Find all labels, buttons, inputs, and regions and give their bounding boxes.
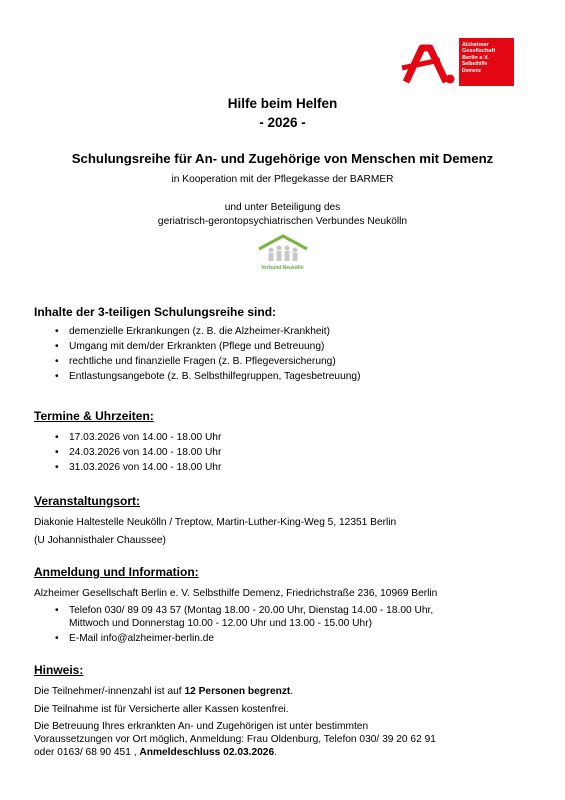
- list-item: • demenzielle Erkrankungen (z. B. die Alzheimer-Krankheit): [55, 324, 525, 339]
- registration-deadline: Anmeldeschluss 02.03.2026: [139, 747, 275, 758]
- care-line-3-prefix: oder 0163/ 68 90 451 ,: [34, 747, 140, 758]
- venue-heading: Veranstaltungsort:: [34, 494, 141, 508]
- list-item: • 31.03.2026 von 14.00 - 18.00 Uhr: [55, 460, 525, 475]
- network-logo-label: Verbund Neukölln: [261, 265, 304, 271]
- venue-address: Diakonie Haltestelle Neukölln / Treptow, Martin-Luther-King-Weg 5, 12351 Berlin: [34, 517, 397, 528]
- participation-line-1: und unter Beteiligung des: [224, 202, 341, 213]
- phone-line-1: Telefon 030/ 89 09 43 57 (Montag 18.00 - 20.00 Uhr, Dienstag 14.00 - 18.00 Uhr,: [69, 605, 434, 616]
- registration-list: [55, 604, 525, 645]
- logo-line: Berlin e.V.: [462, 54, 489, 61]
- notice-heading: Hinweis:: [34, 663, 84, 677]
- registration-org: Alzheimer Gesellschaft Berlin e. V. Selbsthilfe Demenz, Friedrichstraße 236, 10969 Berlin: [34, 588, 438, 599]
- care-line-2: Voraussetzungen vor Ort möglich, Anmeldung: Frau Oldenburg, Telefon 030/ 39 20 62 91: [34, 734, 436, 745]
- page-year: - 2026 -: [259, 115, 306, 130]
- logo-line: Gesellschaft: [462, 48, 496, 55]
- email-link[interactable]: E-Mail info@alzheimer-berlin.de: [69, 633, 215, 644]
- care-line-3-suffix: .: [274, 747, 277, 758]
- list-item: [55, 632, 525, 645]
- participant-limit: [34, 684, 534, 699]
- cooperation-text: in Kooperation mit der Pflegekasse der BARMER: [171, 174, 394, 185]
- list-item: [55, 604, 525, 630]
- participation-line-2: geriatrisch-gerontopsychiatrischen Verbundes Neukölln: [157, 216, 408, 227]
- alzheimer-a-icon: [400, 42, 458, 86]
- page-title: Hilfe beim Helfen: [227, 96, 338, 111]
- dates-heading: Termine & Uhrzeiten:: [34, 409, 154, 423]
- alzheimer-logo-text-box: [459, 38, 514, 86]
- contents-heading: Inhalte der 3-teiligen Schulungsreihe sind:: [34, 305, 277, 319]
- limit-bold: 12 Personen begrenzt: [184, 686, 291, 697]
- logo-line: Selbsthilfe: [462, 61, 488, 68]
- venue-transit: (U Johannisthaler Chaussee): [34, 535, 166, 546]
- free-participation: Die Teilnahme ist für Versicherte aller Kassen kostenfrei.: [34, 704, 289, 715]
- list-item: • rechtliche und finanzielle Fragen (z. B. Pflegeversicherung): [55, 354, 525, 369]
- care-info: [34, 720, 539, 759]
- limit-suffix: .: [290, 686, 294, 697]
- list-item: • Umgang mit dem/der Erkrankten (Pflege und Betreuung): [55, 339, 525, 354]
- logo-line: Demenz: [462, 67, 482, 74]
- list-item: • 17.03.2026 von 14.00 - 18.00 Uhr: [55, 430, 525, 445]
- phone-line-2: Mittwoch und Donnerstag 10.00 - 12.00 Uhr und 13.00 - 15.00 Uhr): [69, 618, 372, 629]
- list-item: • Entlastungsangebote (z. B. Selbsthilfegruppen, Tagesbetreuung): [55, 369, 525, 384]
- contents-list: [55, 324, 525, 384]
- registration-heading: Anmeldung und Information:: [34, 565, 199, 579]
- limit-prefix: Die Teilnehmer/-innenzahl ist auf: [34, 686, 185, 697]
- logo-line: Alzheimer: [462, 42, 489, 48]
- list-item: • 24.03.2026 von 14.00 - 18.00 Uhr: [55, 445, 525, 460]
- care-line-1: Die Betreuung Ihres erkrankten An- und Zugehörigen ist unter bestimmten: [34, 721, 369, 732]
- page-subtitle: Schulungsreihe für An- und Zugehörige von Menschen mit Demenz: [71, 151, 494, 166]
- house-people-icon: [255, 233, 311, 265]
- dates-list: [55, 430, 525, 475]
